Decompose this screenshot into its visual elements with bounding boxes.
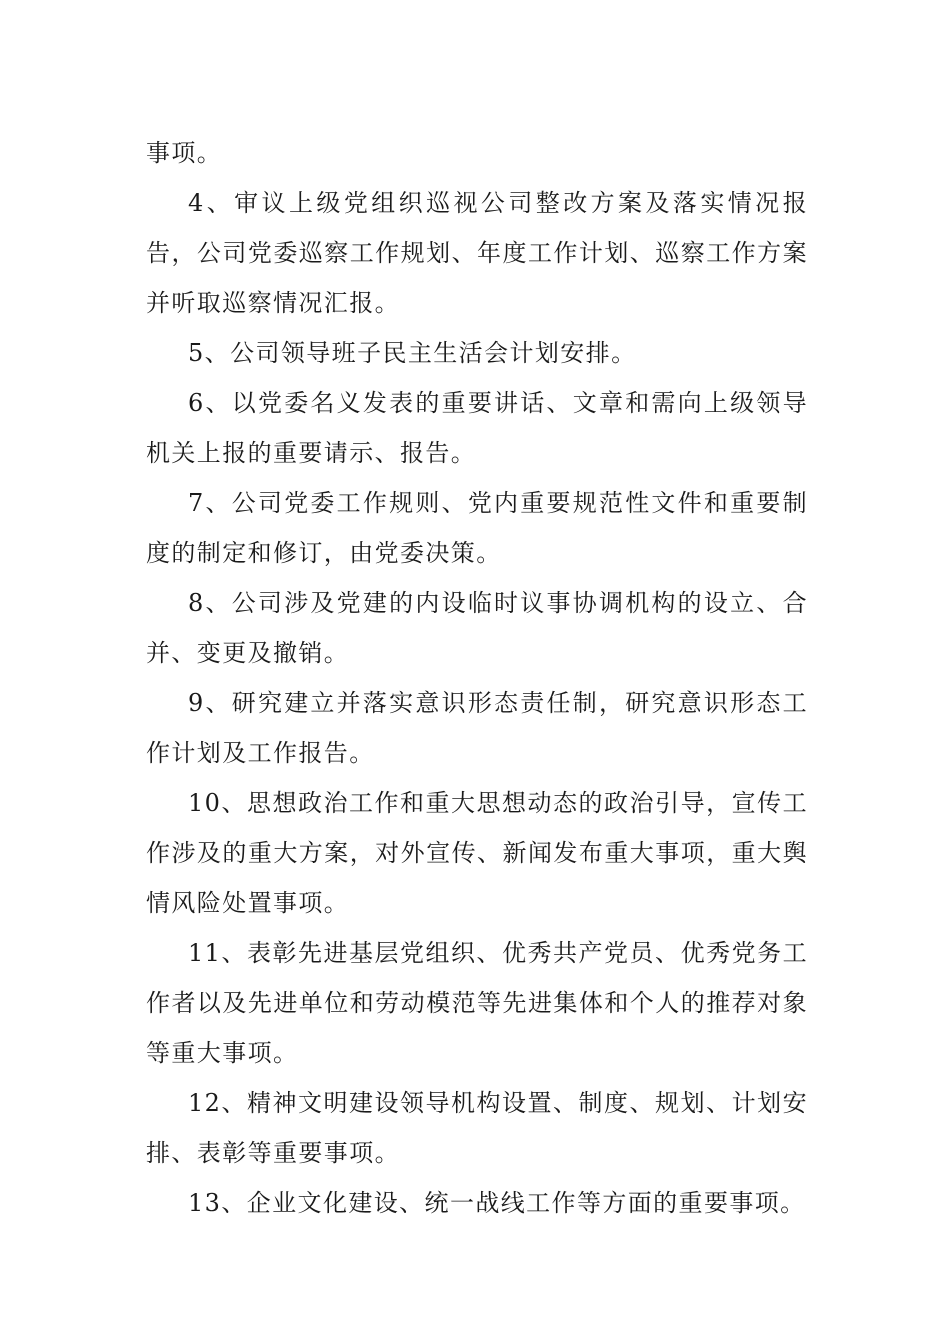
- paragraph-item-11: 11、表彰先进基层党组织、优秀共产党员、优秀党务工作者以及先进单位和劳动模范等先进集体和个人的推荐对象等重大事项。: [146, 939, 808, 1067]
- paragraph-item-13: 13、企业文化建设、统一战线工作等方面的重要事项。: [188, 1189, 806, 1217]
- paragraph-item-8: 8、公司涉及党建的内设临时议事协调机构的设立、合并、变更及撤销。: [146, 589, 808, 667]
- paragraph-item-5: 5、公司领导班子民主生活会计划安排。: [188, 339, 637, 367]
- document-body: [146, 128, 808, 1228]
- paragraph-continued: 事项。: [146, 139, 223, 167]
- paragraph-item-10: 10、思想政治工作和重大思想动态的政治引导，宣传工作涉及的重大方案，对外宣传、新闻发布重大事项，重大舆情风险处置事项。: [146, 789, 808, 917]
- paragraph-item-4: 4、审议上级党组织巡视公司整改方案及落实情况报告，公司党委巡察工作规划、年度工作计划、巡察工作方案并听取巡察情况汇报。: [146, 189, 808, 317]
- paragraph-item-9: 9、研究建立并落实意识形态责任制，研究意识形态工作计划及工作报告。: [146, 689, 808, 767]
- paragraph-item-12: 12、精神文明建设领导机构设置、制度、规划、计划安排、表彰等重要事项。: [146, 1089, 808, 1167]
- paragraph-item-6: 6、以党委名义发表的重要讲话、文章和需向上级领导机关上报的重要请示、报告。: [146, 389, 808, 467]
- paragraph-item-7: 7、公司党委工作规则、党内重要规范性文件和重要制度的制定和修订，由党委决策。: [146, 489, 808, 567]
